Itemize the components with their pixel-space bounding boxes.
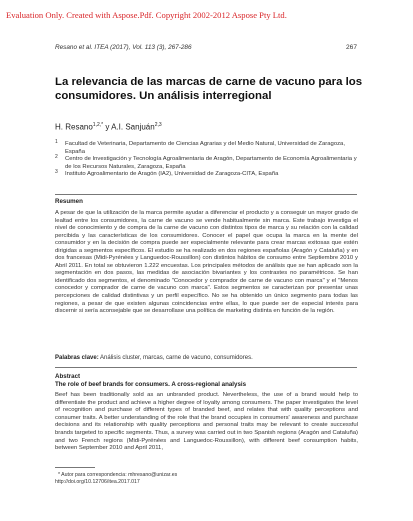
affiliation-number: 1 xyxy=(55,139,58,145)
article-title: La relevancia de las marcas de carne de vacuno para los consumidores. Un análisis interregional xyxy=(55,76,363,102)
affiliation-text: Instituto Agroalimentario de Aragón (IA2), Universidad de Zaragoza-CITA, España xyxy=(65,171,279,178)
doi-link[interactable]: http://doi.org/10.12706/itea.2017.017 xyxy=(55,479,140,485)
affiliation-number: 3 xyxy=(55,169,58,176)
journal-reference: Resano et al. ITEA (2017), Vol. 113 (3), 267-286 xyxy=(55,44,192,51)
english-abstract-header xyxy=(55,373,358,389)
affiliation-text: Facultad de Veterinaria, Departamento de Ciencias Agrarias y del Medio Natural, Universidad de Zaragoza, España xyxy=(65,141,345,155)
author-list xyxy=(55,122,355,132)
author-affiliation-marker: 2,3 xyxy=(154,122,162,128)
english-title: The role of beef brands for consumers. A cross-regional analysis xyxy=(55,381,247,388)
author-conjunction: y xyxy=(103,122,112,132)
page-number: 267 xyxy=(345,44,357,51)
abstract-heading: Resumen xyxy=(55,198,83,205)
keywords-label: Palabras clave: xyxy=(55,355,99,361)
keywords-line xyxy=(55,355,358,361)
footnotes xyxy=(55,472,358,486)
affiliation-item xyxy=(55,171,360,179)
affiliation-number: 2 xyxy=(55,154,58,161)
english-abstract-text: Beef has been traditionally sold as an unbranded product. Nevertheless, the use of a brand would help to differentiate the product and achieve a higher degree of loyalty among consumers. The paper investigates the level of recognition and purchase of different types of branded beef, and relates that with quality perceptions and consumer traits. A better understanding of the role that the brand occupies in consumers' awareness and purchase decisions and its relationship with quality perceptions and personal traits may be relevant to create successful brands targeted to specific segments. Thus, a survey was carried out in two Spanish regions (Aragón and Cataluña) and two French regions (Midi-Pyrénées and Languedoc-Roussillon), with different beef consumption habits, between September 2010 and April 2011, xyxy=(55,392,358,452)
evaluation-watermark: Evaluation Only. Created with Aspose.Pdf. Copyright 2002-2012 Aspose Pty Ltd. xyxy=(6,10,287,20)
author-name: H. Resano xyxy=(55,122,93,132)
affiliation-item xyxy=(55,141,360,156)
affiliation-list xyxy=(55,141,360,179)
running-header xyxy=(55,44,357,51)
affiliation-item xyxy=(55,156,360,171)
abstract-text: A pesar de que la utilización de la marca permite ayudar a diferenciar el producto y a conseguir un mayor grado de lealtad entre los consumidores, la carne de vacuno se vende habitualmente sin marca. Este trabajo investiga el nivel de conocimiento y de compra de la carne de vacuno con distintos tipos de marca y su relación con la calidad percibida y las características de los consumidores. Conocer el papel que ocupa la marca en la mente del consumidor y en la decisión de compra puede ser especialmente relevante para crear marcas exitosas que estén dirigidas a segmentos específicos. El estudio se ha realizado en dos regiones españolas (Aragón y Cataluña) y en dos francesas (Midi-Pyrénées y Languedoc-Roussillon) con distintos hábitos de consumo entre Septiembre 2010 y Abril 2011. En total se obtuvieron 1.222 encuestas. Los principales métodos de análisis que se han aplicado son la segmentación en dos pasos, las medidas de asociación bivariantes y los contrastes no paramétricos. Se han identificado dos segmentos, el denominado "Conocedor y comprador de carne de vacuno con marca" y el "Menos conocedor y comprador de carne de vacuno con marca". Estos segmentos se caracterizan por presentar unas percepciones de calidad distintivas y un perfil específico. No se ha obtenido un único segmento para todas las regiones, a pesar de que existen algunas coincidencias entre ellas, lo que puede ser de especial interés para discernir si sería aconsejable que se desarrollase una política de marketing distinta en función de la región. xyxy=(55,210,358,315)
english-abstract-heading: Abstract xyxy=(55,373,81,380)
footnote-divider xyxy=(55,467,95,468)
author-affiliation-marker: 1,2,* xyxy=(92,122,104,128)
section-divider xyxy=(55,367,357,368)
affiliation-text: Centro de Investigación y Tecnología Agroalimentaria de Aragón, Departamento de Economía Agroalimentaria y de los Recursos Naturales, Zaragoza, España xyxy=(65,156,357,170)
author-name: A.I. Sanjuán xyxy=(111,122,155,132)
section-divider xyxy=(55,194,357,195)
keywords-text: Análisis cluster, marcas, carne de vacuno, consumidores. xyxy=(98,355,253,361)
corresponding-author-note: * Autor para correspondencia: mhresano@unizar.es xyxy=(58,472,178,478)
